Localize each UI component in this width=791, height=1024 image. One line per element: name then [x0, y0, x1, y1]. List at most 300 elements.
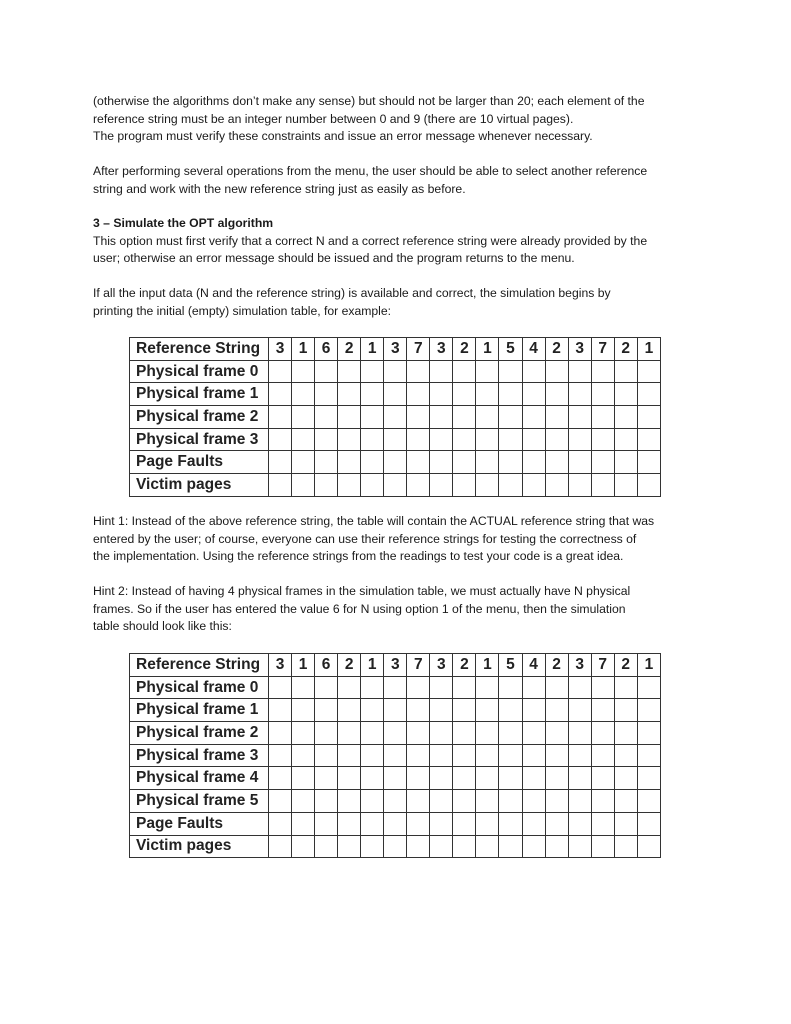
text-line: entered by the user; of course, everyone can use their reference strings for testing the correctness of [93, 531, 637, 546]
empty-cell [476, 360, 499, 383]
empty-cell [637, 722, 660, 745]
table-row [130, 451, 661, 474]
empty-cell [453, 767, 476, 790]
empty-cell [269, 835, 292, 858]
table-row [130, 812, 661, 835]
empty-cell [384, 428, 407, 451]
empty-cell [292, 406, 315, 429]
empty-cell [269, 383, 292, 406]
empty-cell [361, 383, 384, 406]
empty-cell [545, 428, 568, 451]
empty-cell [476, 474, 499, 497]
empty-cell [522, 406, 545, 429]
empty-cell [637, 474, 660, 497]
empty-cell [476, 744, 499, 767]
empty-cell [614, 676, 637, 699]
simulation-table-6-frames [129, 653, 661, 858]
row-label: Physical frame 2 [130, 406, 269, 429]
empty-cell [292, 744, 315, 767]
table-row [130, 767, 661, 790]
empty-cell [545, 767, 568, 790]
row-label: Physical frame 2 [130, 722, 269, 745]
empty-cell [384, 744, 407, 767]
empty-cell [361, 790, 384, 813]
reference-value-cell: 1 [292, 654, 315, 677]
empty-cell [407, 699, 430, 722]
row-label: Physical frame 0 [130, 676, 269, 699]
empty-cell [269, 767, 292, 790]
empty-cell [315, 451, 338, 474]
empty-cell [637, 790, 660, 813]
empty-cell [476, 835, 499, 858]
empty-cell [338, 790, 361, 813]
reference-value-cell: 2 [614, 654, 637, 677]
text-line: string and work with the new reference string just as easily as before. [93, 181, 466, 196]
empty-cell [545, 676, 568, 699]
reference-value-cell: 3 [269, 654, 292, 677]
empty-cell [591, 767, 614, 790]
row-label: Physical frame 3 [130, 744, 269, 767]
empty-cell [637, 360, 660, 383]
empty-cell [292, 383, 315, 406]
empty-cell [361, 699, 384, 722]
empty-cell [568, 722, 591, 745]
empty-cell [614, 451, 637, 474]
empty-cell [315, 383, 338, 406]
empty-cell [499, 383, 522, 406]
empty-cell [269, 812, 292, 835]
empty-cell [315, 767, 338, 790]
empty-cell [292, 676, 315, 699]
row-label: Victim pages [130, 835, 269, 858]
reference-value-cell: 5 [499, 338, 522, 361]
empty-cell [637, 744, 660, 767]
empty-cell [499, 790, 522, 813]
empty-cell [338, 428, 361, 451]
reference-value-cell: 1 [476, 338, 499, 361]
empty-cell [453, 744, 476, 767]
empty-cell [499, 835, 522, 858]
text-line: (otherwise the algorithms don’t make any sense) but should not be larger than 20; each element of the [93, 94, 645, 108]
empty-cell [292, 767, 315, 790]
empty-cell [568, 474, 591, 497]
reference-value-cell: 5 [499, 654, 522, 677]
row-label: Reference String [130, 338, 269, 361]
empty-cell [522, 744, 545, 767]
empty-cell [614, 699, 637, 722]
empty-cell [315, 812, 338, 835]
reference-value-cell: 7 [407, 338, 430, 361]
empty-cell [522, 767, 545, 790]
empty-cell [269, 474, 292, 497]
empty-cell [384, 767, 407, 790]
empty-cell [637, 676, 660, 699]
empty-cell [637, 451, 660, 474]
empty-cell [522, 722, 545, 745]
empty-cell [315, 744, 338, 767]
empty-cell [591, 474, 614, 497]
empty-cell [614, 835, 637, 858]
empty-cell [522, 383, 545, 406]
empty-cell [591, 360, 614, 383]
empty-cell [407, 383, 430, 406]
empty-cell [269, 790, 292, 813]
row-label: Page Faults [130, 812, 269, 835]
empty-cell [361, 428, 384, 451]
empty-cell [522, 676, 545, 699]
reference-value-cell: 3 [430, 654, 453, 677]
reference-value-cell: 2 [338, 338, 361, 361]
empty-cell [637, 406, 660, 429]
reference-value-cell: 3 [384, 338, 407, 361]
text-line: This option must first verify that a correct N and a correct reference string were already provided by the [93, 233, 648, 248]
reference-value-cell: 1 [292, 338, 315, 361]
simulation-table-4-frames [129, 337, 661, 497]
empty-cell [315, 699, 338, 722]
empty-cell [292, 360, 315, 383]
empty-cell [407, 428, 430, 451]
empty-cell [315, 406, 338, 429]
empty-cell [338, 360, 361, 383]
empty-cell [384, 383, 407, 406]
text-line: If all the input data (N and the reference string) is available and correct, the simulation begins by [93, 286, 611, 300]
reference-value-cell: 3 [430, 338, 453, 361]
empty-cell [499, 474, 522, 497]
empty-cell [568, 699, 591, 722]
empty-cell [430, 722, 453, 745]
reference-value-cell: 7 [407, 654, 430, 677]
reference-value-cell: 1 [637, 338, 660, 361]
empty-cell [269, 428, 292, 451]
empty-cell [384, 406, 407, 429]
empty-cell [430, 744, 453, 767]
empty-cell [453, 474, 476, 497]
empty-cell [384, 722, 407, 745]
reference-value-cell: 3 [568, 654, 591, 677]
reference-value-cell: 6 [315, 654, 338, 677]
text-line: frames. So if the user has entered the value 6 for N using option 1 of the menu, then the simulation [93, 601, 626, 616]
empty-cell [361, 744, 384, 767]
empty-cell [384, 676, 407, 699]
empty-cell [453, 722, 476, 745]
empty-cell [292, 835, 315, 858]
empty-cell [407, 406, 430, 429]
empty-cell [407, 790, 430, 813]
table-row [130, 360, 661, 383]
reference-value-cell: 2 [614, 338, 637, 361]
empty-cell [591, 835, 614, 858]
empty-cell [591, 722, 614, 745]
section-heading: 3 – Simulate the OPT algorithm [93, 216, 274, 230]
empty-cell [499, 451, 522, 474]
empty-cell [292, 699, 315, 722]
empty-cell [430, 676, 453, 699]
empty-cell [453, 699, 476, 722]
table-row [130, 722, 661, 745]
empty-cell [453, 383, 476, 406]
empty-cell [430, 835, 453, 858]
empty-cell [407, 835, 430, 858]
text-line: Hint 1: Instead of the above reference string, the table will contain the ACTUAL reference string that was [93, 514, 655, 528]
reference-value-cell: 2 [453, 338, 476, 361]
empty-cell [430, 790, 453, 813]
reference-value-cell: 1 [476, 654, 499, 677]
empty-cell [591, 451, 614, 474]
empty-cell [614, 744, 637, 767]
empty-cell [292, 790, 315, 813]
row-label: Physical frame 5 [130, 790, 269, 813]
empty-cell [384, 699, 407, 722]
empty-cell [545, 474, 568, 497]
empty-cell [568, 812, 591, 835]
empty-cell [545, 451, 568, 474]
empty-cell [545, 744, 568, 767]
empty-cell [476, 790, 499, 813]
empty-cell [545, 790, 568, 813]
empty-cell [568, 767, 591, 790]
empty-cell [338, 383, 361, 406]
empty-cell [476, 428, 499, 451]
text-line: the implementation. Using the reference strings from the readings to test your code is a great idea. [93, 549, 624, 563]
row-label: Physical frame 1 [130, 699, 269, 722]
empty-cell [315, 428, 338, 451]
row-label: Physical frame 1 [130, 383, 269, 406]
empty-cell [407, 767, 430, 790]
section-opt [93, 215, 703, 268]
reference-string-row [130, 338, 661, 361]
empty-cell [269, 722, 292, 745]
reference-value-cell: 2 [545, 654, 568, 677]
reference-value-cell: 7 [591, 654, 614, 677]
empty-cell [591, 383, 614, 406]
empty-cell [269, 360, 292, 383]
empty-cell [315, 790, 338, 813]
empty-cell [522, 474, 545, 497]
text-line: printing the initial (empty) simulation table, for example: [93, 303, 392, 318]
empty-cell [568, 451, 591, 474]
empty-cell [338, 676, 361, 699]
empty-cell [338, 406, 361, 429]
reference-value-cell: 1 [361, 654, 384, 677]
empty-cell [568, 406, 591, 429]
empty-cell [453, 790, 476, 813]
table-row [130, 383, 661, 406]
empty-cell [407, 744, 430, 767]
empty-cell [637, 767, 660, 790]
empty-cell [338, 474, 361, 497]
empty-cell [591, 744, 614, 767]
empty-cell [545, 406, 568, 429]
empty-cell [614, 383, 637, 406]
empty-cell [545, 812, 568, 835]
empty-cell [522, 360, 545, 383]
empty-cell [453, 428, 476, 451]
row-label: Page Faults [130, 451, 269, 474]
empty-cell [361, 360, 384, 383]
paragraph-hint-2 [93, 583, 703, 636]
empty-cell [453, 406, 476, 429]
empty-cell [407, 474, 430, 497]
empty-cell [499, 744, 522, 767]
empty-cell [545, 383, 568, 406]
empty-cell [292, 451, 315, 474]
empty-cell [476, 676, 499, 699]
empty-cell [614, 790, 637, 813]
empty-cell [522, 812, 545, 835]
empty-cell [361, 812, 384, 835]
reference-value-cell: 1 [637, 654, 660, 677]
empty-cell [269, 451, 292, 474]
empty-cell [269, 699, 292, 722]
empty-cell [361, 767, 384, 790]
empty-cell [522, 835, 545, 858]
empty-cell [499, 428, 522, 451]
reference-value-cell: 4 [522, 338, 545, 361]
empty-cell [384, 835, 407, 858]
empty-cell [476, 767, 499, 790]
empty-cell [476, 699, 499, 722]
empty-cell [522, 699, 545, 722]
empty-cell [407, 812, 430, 835]
empty-cell [361, 406, 384, 429]
text-line: After performing several operations from the menu, the user should be able to select another reference [93, 164, 648, 178]
empty-cell [338, 699, 361, 722]
empty-cell [476, 383, 499, 406]
empty-cell [568, 744, 591, 767]
empty-cell [430, 812, 453, 835]
empty-cell [476, 722, 499, 745]
empty-cell [499, 722, 522, 745]
empty-cell [637, 383, 660, 406]
empty-cell [384, 474, 407, 497]
empty-cell [614, 722, 637, 745]
empty-cell [614, 360, 637, 383]
empty-cell [614, 767, 637, 790]
empty-cell [614, 428, 637, 451]
table-row [130, 676, 661, 699]
row-label: Physical frame 4 [130, 767, 269, 790]
empty-cell [545, 699, 568, 722]
empty-cell [361, 676, 384, 699]
empty-cell [407, 451, 430, 474]
reference-value-cell: 3 [384, 654, 407, 677]
table-row [130, 744, 661, 767]
empty-cell [453, 812, 476, 835]
empty-cell [292, 722, 315, 745]
empty-cell [614, 474, 637, 497]
reference-value-cell: 6 [315, 338, 338, 361]
empty-cell [568, 676, 591, 699]
empty-cell [384, 360, 407, 383]
empty-cell [338, 722, 361, 745]
table-row [130, 428, 661, 451]
table-row [130, 474, 661, 497]
empty-cell [430, 767, 453, 790]
empty-cell [499, 812, 522, 835]
reference-string-row [130, 654, 661, 677]
empty-cell [315, 722, 338, 745]
empty-cell [499, 767, 522, 790]
empty-cell [499, 360, 522, 383]
reference-value-cell: 7 [591, 338, 614, 361]
text-line: The program must verify these constraints and issue an error message whenever necessary. [93, 129, 593, 143]
text-line: reference string must be an integer number between 0 and 9 (there are 10 virtual pages). [93, 111, 574, 126]
empty-cell [269, 406, 292, 429]
empty-cell [384, 812, 407, 835]
empty-cell [430, 474, 453, 497]
empty-cell [591, 790, 614, 813]
reference-value-cell: 2 [545, 338, 568, 361]
empty-cell [545, 360, 568, 383]
empty-cell [522, 451, 545, 474]
empty-cell [361, 835, 384, 858]
empty-cell [499, 676, 522, 699]
empty-cell [384, 790, 407, 813]
paragraph-constraints [93, 93, 703, 146]
reference-value-cell: 3 [568, 338, 591, 361]
empty-cell [430, 428, 453, 451]
table-row [130, 835, 661, 858]
empty-cell [637, 699, 660, 722]
empty-cell [453, 360, 476, 383]
reference-value-cell: 1 [361, 338, 384, 361]
empty-cell [476, 812, 499, 835]
empty-cell [430, 360, 453, 383]
paragraph-hint-1 [93, 513, 703, 566]
empty-cell [315, 835, 338, 858]
empty-cell [522, 428, 545, 451]
empty-cell [292, 474, 315, 497]
row-label: Victim pages [130, 474, 269, 497]
table-row [130, 406, 661, 429]
empty-cell [568, 835, 591, 858]
empty-cell [591, 812, 614, 835]
empty-cell [453, 451, 476, 474]
empty-cell [476, 406, 499, 429]
empty-cell [269, 676, 292, 699]
empty-cell [338, 812, 361, 835]
empty-cell [361, 474, 384, 497]
empty-cell [384, 451, 407, 474]
text-line: Hint 2: Instead of having 4 physical frames in the simulation table, we must actually have N physical [93, 584, 631, 598]
empty-cell [591, 699, 614, 722]
empty-cell [637, 812, 660, 835]
empty-cell [568, 428, 591, 451]
empty-cell [407, 360, 430, 383]
empty-cell [338, 767, 361, 790]
empty-cell [315, 676, 338, 699]
reference-value-cell: 2 [453, 654, 476, 677]
empty-cell [637, 428, 660, 451]
table-row [130, 699, 661, 722]
empty-cell [545, 722, 568, 745]
empty-cell [499, 406, 522, 429]
reference-value-cell: 2 [338, 654, 361, 677]
empty-cell [591, 428, 614, 451]
empty-cell [522, 790, 545, 813]
empty-cell [499, 699, 522, 722]
empty-cell [591, 676, 614, 699]
reference-value-cell: 4 [522, 654, 545, 677]
text-line: table should look like this: [93, 619, 232, 633]
empty-cell [338, 744, 361, 767]
empty-cell [407, 676, 430, 699]
row-label: Reference String [130, 654, 269, 677]
empty-cell [430, 699, 453, 722]
empty-cell [430, 406, 453, 429]
empty-cell [315, 474, 338, 497]
empty-cell [361, 722, 384, 745]
